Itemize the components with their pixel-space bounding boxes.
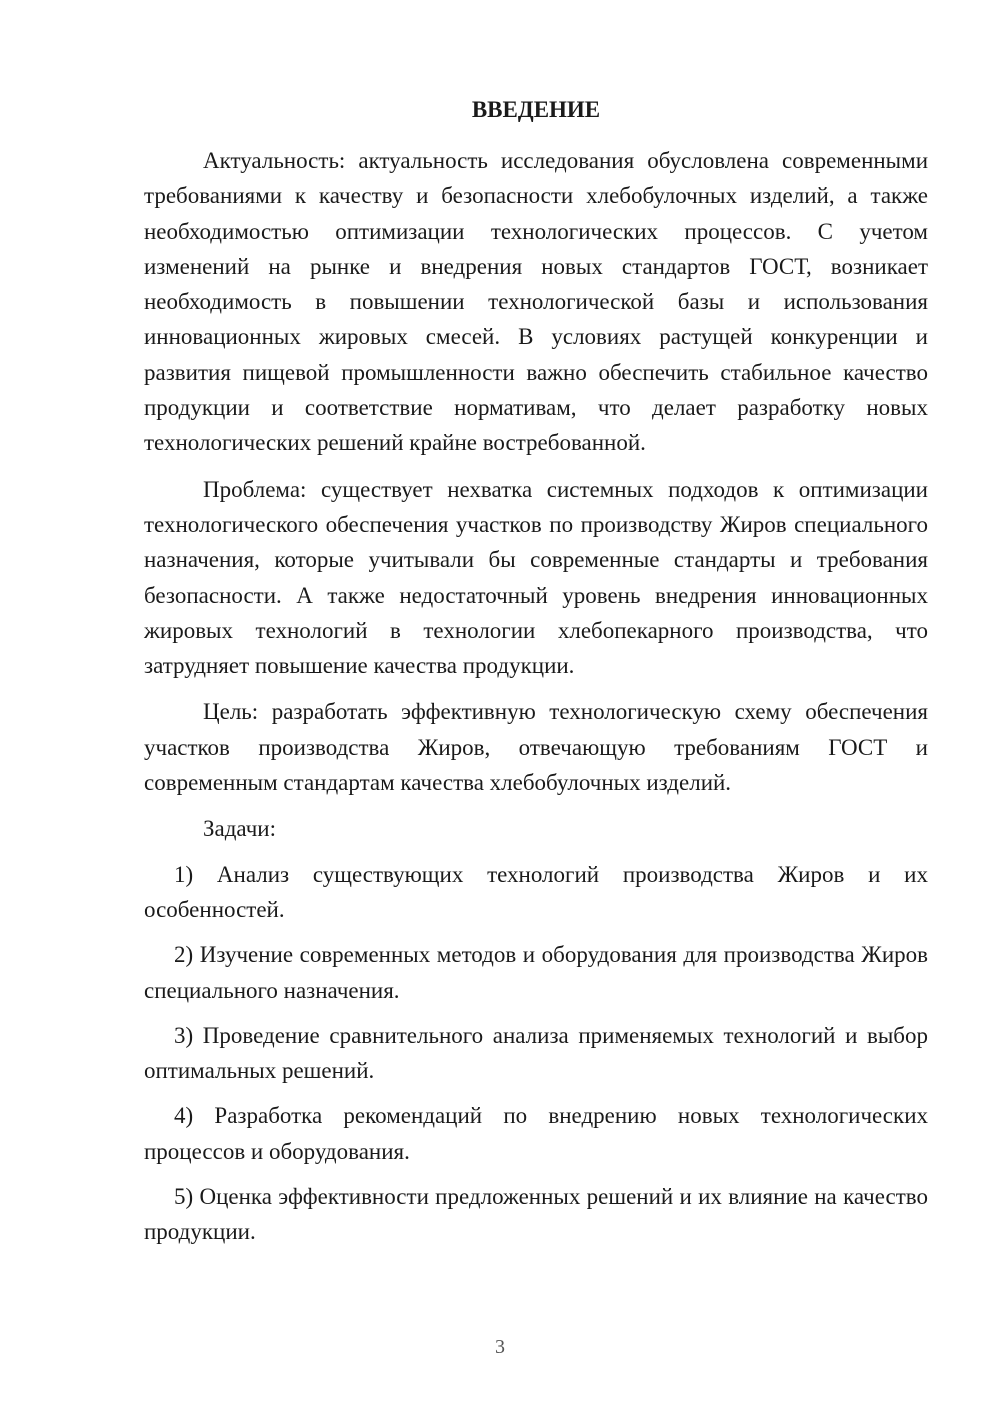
page-title: ВВЕДЕНИЕ — [471, 97, 601, 122]
task-list — [144, 857, 928, 1250]
list-item: 5) Оценка эффективности предложенных решений и их влияние на качество продукции. — [144, 1184, 928, 1245]
paragraph-relevance: Актуальность: актуальность исследования обусловлена современными требованиями к качеству и безопасности хлебобулочных изделий, а также необходимостью оптимизации технологических процессов. С учетом изменений на рынке и внедрения новых стандартов ГОСТ, возникает необходимость в повышении технологической базы и использования инновационных жировых смесей. В условиях растущей конкуренции и развития пищевой промышленности важно обеспечить стабильное качество продукции и соответствие нормативам, что делает разработку новых технологических решений крайне востребованной. — [144, 148, 928, 456]
tasks-heading: Задачи: — [203, 816, 276, 842]
paragraph-problem: Проблема: существует нехватка системных подходов к оптимизации технологического обеспечения участков по производству Жиров специального назначения, которые учитывали бы современные стандарты и требования безопасности. А также недостаточный уровень внедрения инновационных жировых технологий в технологии хлебопекарного производства, что затрудняет повышение качества продукции. — [144, 476, 928, 679]
page-number: 3 — [495, 1336, 505, 1358]
list-item: 3) Проведение сравнительного анализа применяемых технологий и выбор оптимальных решений. — [144, 1022, 928, 1084]
list-item: 2) Изучение современных методов и оборудования для производства Жиров специального назначения. — [144, 942, 928, 1003]
list-item: 4) Разработка рекомендаций по внедрению новых технологических процессов и оборудования. — [144, 1103, 928, 1164]
list-item: 1) Анализ существующих технологий производства Жиров и их особенностей. — [144, 861, 928, 922]
paragraph-goal: Цель: разработать эффективную технологическую схему обеспечения участков производства Жиров, отвечающую требованиям ГОСТ и современным стандартам качества хлебобулочных изделий. — [144, 699, 928, 796]
document-page — [144, 0, 928, 1414]
document-body — [144, 143, 928, 1250]
